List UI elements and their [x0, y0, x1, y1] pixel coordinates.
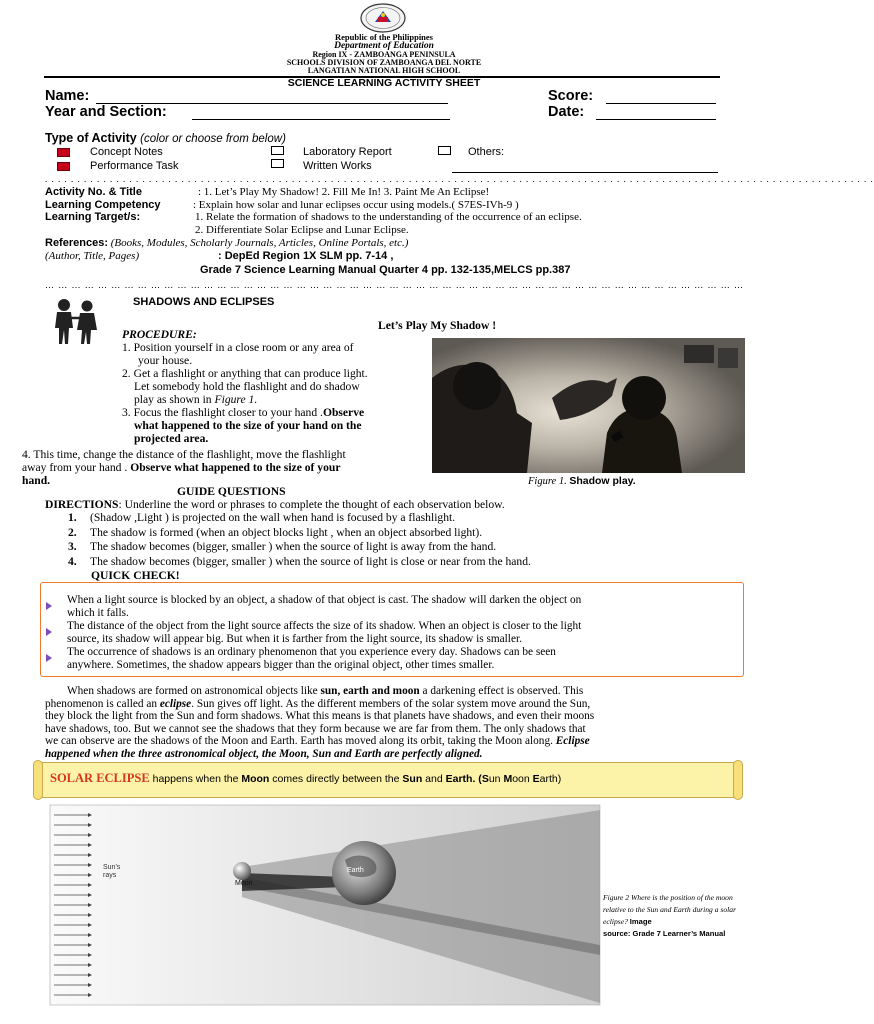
bullet-arrow-icon — [46, 654, 52, 662]
score-field[interactable] — [606, 103, 716, 104]
header-line5: LANGATIAN NATIONAL HIGH SCHOOL — [307, 66, 461, 75]
guide-item-2: 2. The shadow is formed (when an object blocks light , when an object absorbed light). — [68, 526, 483, 539]
performance-task-checkbox[interactable] — [57, 162, 70, 171]
procedure-step-3: 3. Focus the flashlight closer to your hand .Observe what happened to the size of your hand on the projected area. — [122, 406, 365, 445]
bullet-arrow-icon — [46, 628, 52, 636]
procedure-step-2: 2. Get a flashlight or anything that can produce light. Let somebody hold the flashlight and do shadow play as shown in Figure 1. — [122, 367, 368, 406]
moon-label: Moon — [235, 880, 253, 887]
reference-1: : DepEd Region 1X SLM pp. 7-14 , — [218, 250, 394, 262]
score-label: Score: — [548, 88, 594, 104]
guide-title: GUIDE QUESTIONS — [177, 485, 286, 498]
suns-rays-label: Sun's rays — [103, 864, 121, 879]
competency-value: : Explain how solar and lunar eclipses occur using models.( S7ES-IVh-9 ) — [193, 199, 519, 211]
quick-check-bullet-2 — [46, 623, 58, 641]
name-label: Name: — [45, 88, 90, 104]
concept-notes-checkbox[interactable] — [57, 148, 70, 157]
activity-label: Activity No. & Title — [45, 186, 142, 198]
guide-item-3: 3. The shadow becomes (bigger, smaller ) when the source of light is away from the hand. — [68, 540, 497, 553]
solar-eclipse-definition: SOLAR ECLIPSE happens when the Moon comes directly between the Sun and Earth. (Sun Moon Earth) — [50, 771, 562, 785]
competency-label: Learning Competency — [45, 199, 161, 211]
children-silhouette-image — [47, 298, 105, 346]
others-checkbox[interactable] — [438, 146, 451, 155]
performance-task-label: Performance Task — [90, 160, 179, 172]
divider-dots-1: . . . . . . . . . . . . . . . . . . . . . . . . . . . . . . . . . . . . . . . . . . . . . . . . . . . . . . . . . . . . . . . . . . . . . . . . . . . . . . . . . . . . . . . . . . . . . . . . . . . . . . . . . . . . . . . . . . . . . . . . . . . . . . . . — [45, 174, 874, 184]
section-title: SHADOWS AND ECLIPSES — [133, 296, 275, 308]
scroll-curl-left — [33, 760, 43, 800]
procedure-step-1: 1. Position yourself in a close room or any area of your house. — [122, 341, 354, 367]
laboratory-report-label: Laboratory Report — [303, 146, 392, 158]
concept-notes-label: Concept Notes — [90, 146, 163, 158]
quick-check-p1: When a light source is blocked by an object, a shadow of that object is cast. The shadow will darken the object on which it falls. — [67, 594, 582, 619]
figure1-caption: Figure 1. Shadow play. — [528, 475, 636, 487]
year-section-field[interactable] — [192, 119, 450, 120]
solar-eclipse-diagram — [50, 805, 600, 1005]
others-field[interactable] — [452, 172, 718, 173]
date-label: Date: — [548, 104, 585, 120]
quick-check-p2: The distance of the object from the light source affects the size of its shadow. When an object is closer to the light source, its shadow will appear big. But when it is farther from the light source, its shadow is smaller. — [67, 620, 582, 645]
date-field[interactable] — [596, 119, 716, 120]
header-line4: SCHOOLS DIVISION OF ZAMBOANGA DEL NORTE — [286, 58, 482, 67]
quick-check-title: QUICK CHECK! — [91, 569, 180, 582]
quick-check-p3: The occurrence of shadows is an ordinary phenomenon that you experience every day. Shadows can be seen anywhere. Sometimes, the shadow appears bigger than the original object, other times smaller. — [67, 646, 556, 671]
figure2-caption: Figure 2 Where is the position of the moon relative to the Sun and Earth during a solar eclipse? Image — [603, 893, 737, 926]
references-line: References: (Books, Modules, Scholarly Journals, Articles, Online Portals, etc.) — [45, 237, 409, 249]
header-line2: Department of Education — [334, 41, 434, 51]
author-hint: (Author, Title, Pages) — [45, 250, 140, 262]
procedure-step-4: 4. This time, change the distance of the flashlight, move the flashlight away from your hand . Observe what happened to the size of your hand. — [22, 448, 346, 487]
directions: DIRECTIONS: Underline the word or phrases to complete the thought of each observation below. — [45, 498, 505, 511]
shadow-play-photo — [432, 338, 745, 473]
others-label: Others: — [468, 146, 505, 158]
quick-check-bullet-3 — [46, 649, 58, 667]
deped-seal — [357, 2, 409, 34]
activity-value: : 1. Let’s Play My Shadow! 2. Fill Me In! 3. Paint Me An Eclipse! — [198, 186, 490, 198]
quick-check-bullet-1 — [46, 597, 58, 615]
reference-2: Grade 7 Science Learning Manual Quarter 4 pp. 132-135,MELCS pp.387 — [200, 264, 571, 276]
target-1: 1. Relate the formation of shadows to the understanding of the occurrence of an eclipse. — [195, 211, 582, 223]
header-line3: Region IX - ZAMBOANGA PENINSULA — [312, 50, 456, 59]
scroll-curl-right — [733, 760, 743, 800]
sheet-title: SCIENCE LEARNING ACTIVITY SHEET — [287, 77, 481, 89]
eclipse-paragraph: When shadows are formed on astronomical objects like sun, earth and moon a darkening effect is observed. This phenomenon is called an eclipse. Sun gives off light. As the different members of the solar system move around the Sun, they block the light from the Sun and form shadows. What this means is that planets have shadows, and even their moons have shadows, too. But we cannot see the shadows that they form because we are far from them. The only shadows that we can observe are the shadows of the Moon and Earth. Earth has moved along its orbit, taking the Moon along. Eclipse happened when the three astronomical object, the Moon, Sun and Earth are perfectly aligned. — [45, 685, 595, 760]
target-label: Learning Target/s: — [45, 211, 141, 223]
guide-item-4: 4. The shadow becomes (bigger, smaller ) when the source of light is close or near from the hand. — [68, 555, 531, 568]
written-works-checkbox[interactable] — [271, 159, 284, 168]
procedure-label: PROCEDURE: — [122, 328, 197, 341]
year-section-label: Year and Section: — [45, 104, 167, 120]
divider-dots-2: … … … … … … … … … … … … … … … … … … … … … … … … … … … … … … … … … … … … … … … … … … … … … … … … … … … … … — [45, 280, 744, 290]
activity-type-heading: Type of Activity (color or choose from below) — [45, 131, 286, 145]
written-works-label: Written Works — [303, 160, 372, 172]
bullet-arrow-icon — [46, 602, 52, 610]
header-line1: Republic of the Philippines — [334, 32, 433, 42]
target-2: 2. Differentiate Solar Eclipse and Lunar Eclipse. — [195, 224, 409, 236]
laboratory-report-checkbox[interactable] — [271, 146, 284, 155]
guide-item-1: 1. (Shadow ,Light ) is projected on the wall when hand is focused by a flashlight. — [68, 511, 456, 524]
activity-title: Let’s Play My Shadow ! — [378, 319, 497, 332]
figure2-source: source: Grade 7 Learner’s Manual — [603, 929, 726, 938]
earth-label: Earth — [347, 867, 364, 874]
